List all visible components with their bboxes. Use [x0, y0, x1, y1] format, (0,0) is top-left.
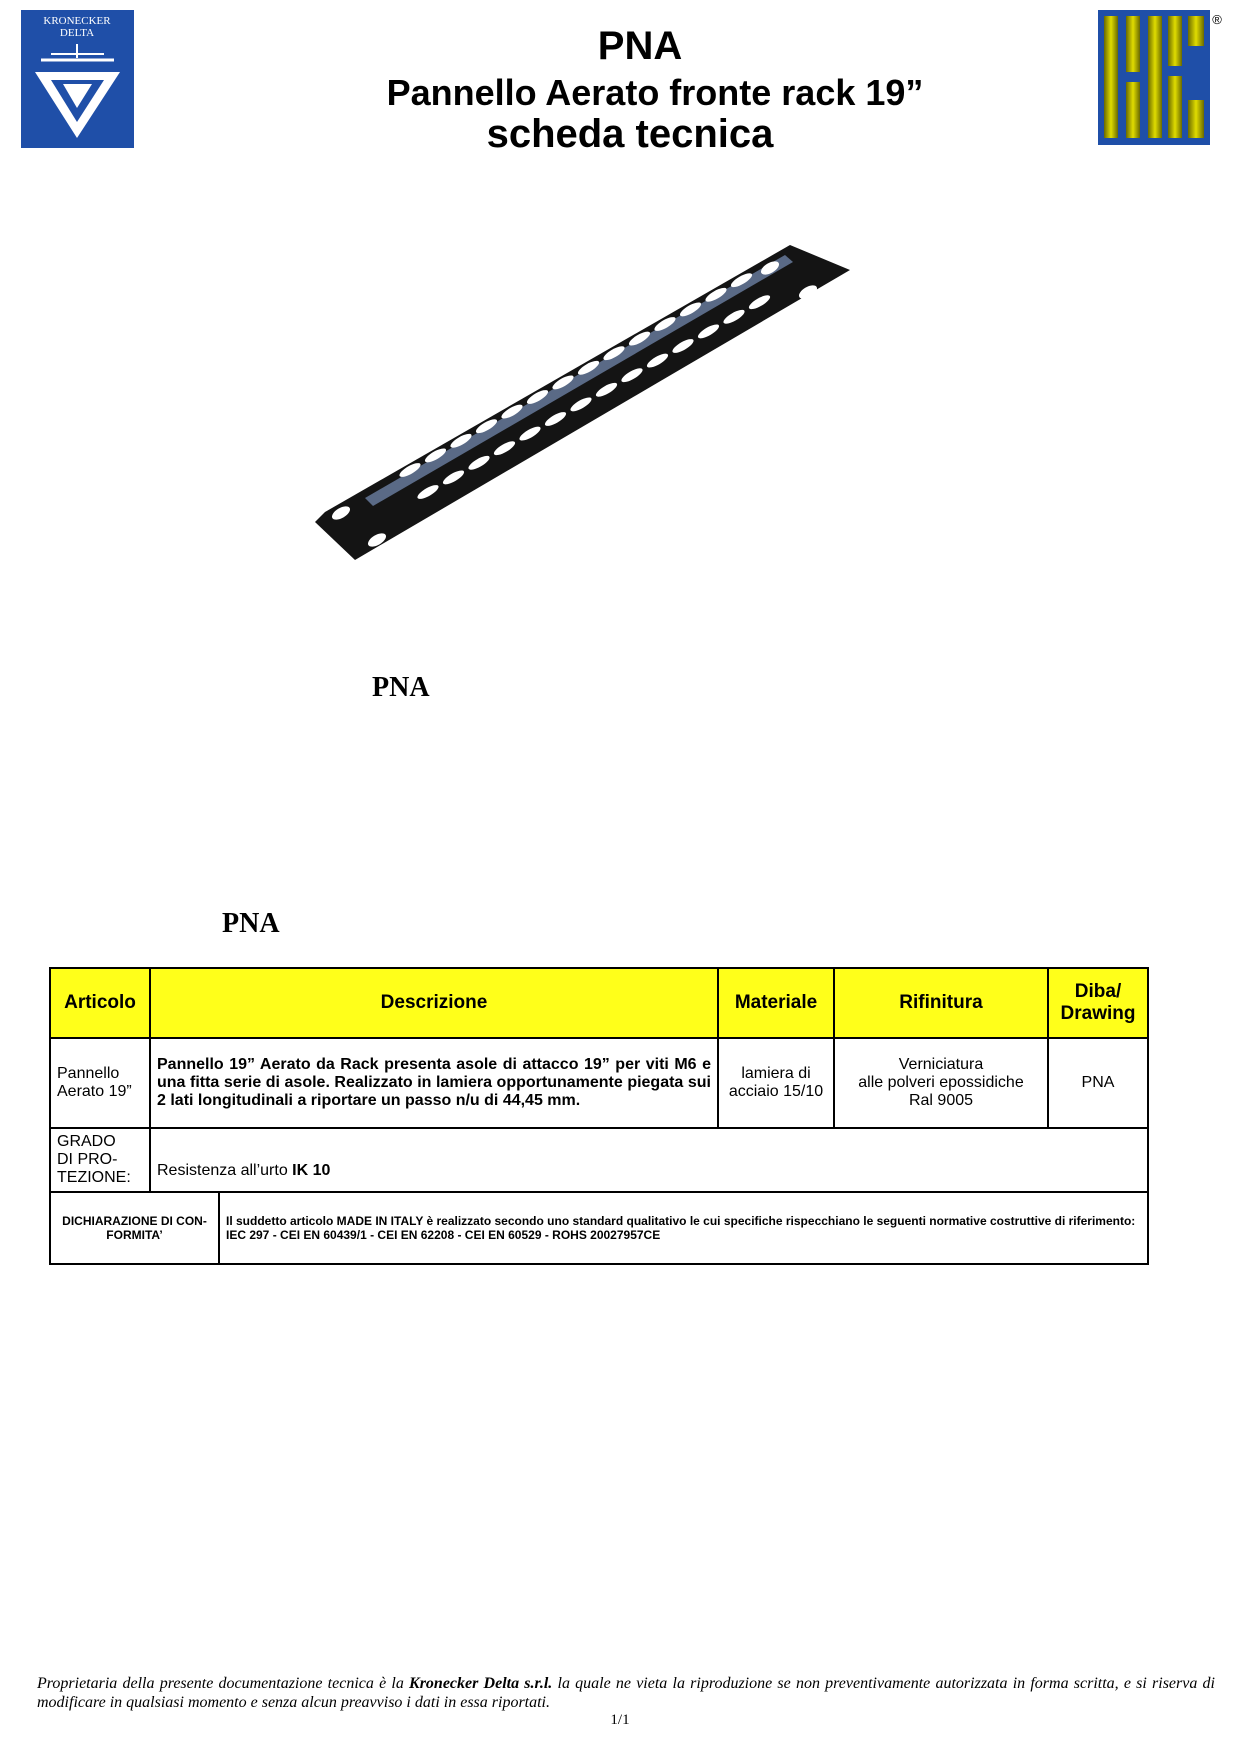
header-rifinitura: Rifinitura	[834, 968, 1048, 1038]
grado-label-line1: GRADO	[57, 1133, 116, 1150]
product-code-label-2: PNA	[222, 908, 280, 939]
logo-left-text-line1: KRONECKER	[43, 15, 111, 27]
footer-company: Kronecker Delta s.r.l.	[409, 1675, 553, 1692]
cell-rifinitura	[834, 1038, 1048, 1128]
articolo-line2: Aerato 19”	[57, 1083, 132, 1100]
table-row	[50, 1038, 1148, 1128]
footer-text-before: Proprietaria della presente documentazione tecnica è la	[37, 1675, 410, 1692]
grado-label-line2: DI PRO-	[57, 1151, 118, 1168]
materiale-line2: acciaio 15/10	[728, 1083, 824, 1100]
dichiarazione-label: DICHIARAZIONE DI CON-FORMITA’	[51, 1193, 219, 1263]
cell-materiale	[718, 1038, 834, 1128]
cell-diba: PNA	[1048, 1038, 1148, 1128]
page-title: PNA	[597, 24, 683, 68]
page-doc-type: scheda tecnica	[486, 112, 774, 156]
rifinitura-line2: alle polveri epossidiche	[858, 1074, 1024, 1091]
grado-value	[150, 1128, 1148, 1192]
cell-articolo	[50, 1038, 150, 1128]
table-row-dichiarazione	[50, 1192, 1148, 1264]
footer-text-after: la quale ne vieta la riproduzione se non preventivamente autorizzata in forma scritta, e si riserva di modificare in qualsiasi momento e senza alcun preavviso i dati in essa riportati.	[37, 1675, 1216, 1711]
table-row-grado	[50, 1128, 1148, 1192]
registered-mark: ®	[1212, 12, 1222, 27]
cell-descrizione: Pannello 19” Aerato da Rack presenta asole di attacco 19” per viti M6 e una fitta serie di asole. Realizzato in lamiera opportunamente piegata sui 2 lati longitudinali a riportare un passo n/u di 44,45 mm.	[150, 1038, 718, 1128]
table-header-row	[50, 968, 1148, 1038]
footer-disclaimer	[37, 1674, 1215, 1712]
product-code-label: PNA	[372, 672, 430, 703]
logo-left-text-line2: DELTA	[59, 27, 95, 39]
articolo-line1: Pannello	[57, 1065, 120, 1082]
spec-table	[49, 967, 1149, 1265]
grado-label	[50, 1128, 150, 1192]
rifinitura-line1: Verniciatura	[898, 1056, 984, 1073]
header-diba: Diba/ Drawing	[1048, 968, 1148, 1038]
page-subtitle: Pannello Aerato fronte rack 19”	[386, 72, 924, 113]
grado-value-rating: IK 10	[292, 1162, 331, 1179]
vented-rack-panel-icon	[315, 245, 850, 560]
page-number: 1/1	[610, 1712, 630, 1728]
materiale-line1: lamiera di	[741, 1065, 811, 1082]
grado-label-line3: TEZIONE:	[57, 1169, 131, 1186]
product-image	[315, 240, 915, 570]
grado-value-prefix: Resistenza all’urto	[157, 1162, 293, 1179]
dichiarazione-text: Il suddetto articolo MADE IN ITALY è realizzato secondo uno standard qualitativo le cui specifiche rispecchiano le seguenti normative costruttive di riferimento: IEC 297 - CEI EN 60439/1 - CEI EN 62208 - CEI EN 60529 - ROHS 20027957CE	[226, 1214, 1136, 1242]
header-descrizione: Descrizione	[150, 968, 718, 1038]
header-articolo: Articolo	[50, 968, 150, 1038]
header-materiale: Materiale	[718, 968, 834, 1038]
rifinitura-line3: Ral 9005	[908, 1092, 974, 1109]
